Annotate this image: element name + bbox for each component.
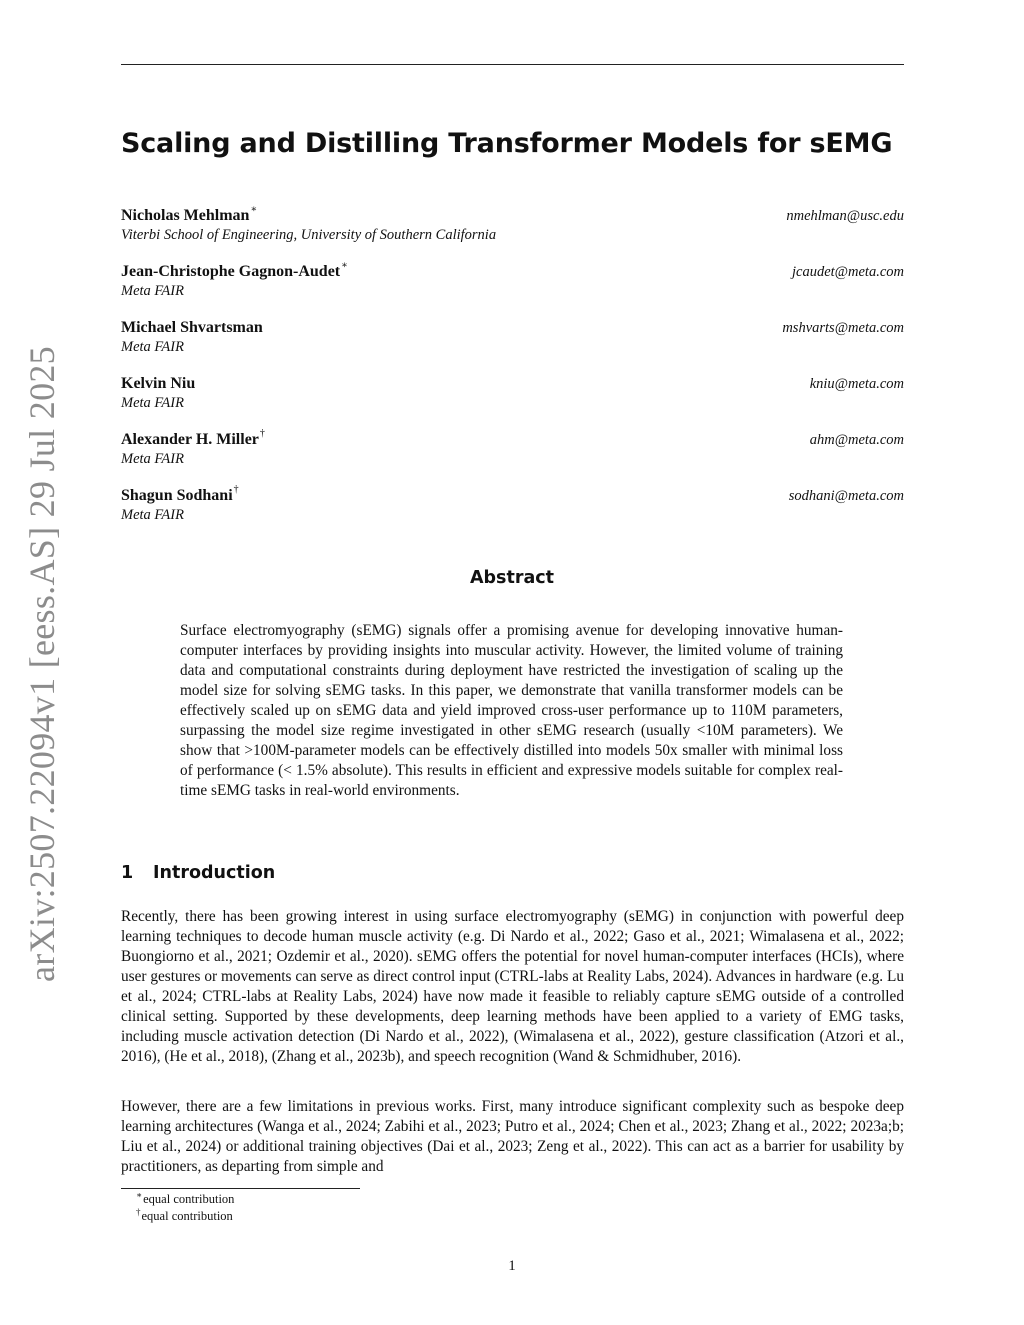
intro-paragraph: Recently, there has been growing interest in using surface electromyography (sEMG) in conjunction with powerful deep learning techniques to decode human muscle activity (e.g. Di Nardo et al., 2022; Gaso et al., 2021; Wimalasena et al., 2022; Buongiorno et al., 2021; Ozdemir et al., 2020). sEMG offers the potential for novel human-computer interfaces (HCIs), where user gestures or movements can serve as direct control input (CTRL-labs at Reality Labs, 2024). Advances in hardware (e.g. Lu et al., 2024; CTRL-labs at Reality Labs, 2024) have now made it feasible to reliably capture sEMG outside of a controlled clinical setting. Supported by these developments, deep learning methods have been applied to a variety of EMG tasks, including muscle activation detection (Di Nardo et al., 2022), (Wimalasena et al., 2022), gesture classification (Atzori et al., 2016), (He et al., 2018), (Zhang et al., 2023b), and speech recognition (Wand & Schmidhuber, 2016). [121, 908, 904, 1065]
section-heading [121, 863, 275, 883]
footnote [136, 1209, 233, 1224]
author-affiliation: Meta FAIR [121, 451, 184, 467]
author-affiliation: Viterbi School of Engineering, University of Southern California [121, 227, 497, 243]
author-block [121, 428, 904, 475]
page-number: 1 [508, 1258, 516, 1274]
author-block [121, 319, 904, 363]
abstract-text: Surface electromyography (sEMG) signals offer a promising avenue for developing innovative human-computer interfaces by providing insights into muscular activity. However, the limited volume of training data and computational constraints during deployment have restricted the investigation of scaling up the model size for solving sEMG tasks. In this paper, we demonstrate that vanilla transformer models can be effectively scaled up on sEMG data and yield improved cross-user performance up to 110M parameters, surpassing the model size regime investigated in other sEMG research (usually <10M parameters). We show that >100M-parameter models can be effectively distilled into models 50x smaller with minimal loss of performance (< 1.5% absolute). This results in efficient and expressive models suitable for complex real-time sEMG tasks in real-world environments. [180, 622, 843, 799]
author-email[interactable]: nmehlman@usc.edu [786, 208, 904, 224]
footnote-text: equal contribution [141, 1209, 233, 1223]
author-block [121, 260, 904, 307]
author-email[interactable]: sodhani@meta.com [788, 488, 904, 504]
author-email[interactable]: jcaudet@meta.com [792, 264, 904, 280]
author-affiliation: Meta FAIR [121, 395, 184, 411]
author-name: Nicholas Mehlman∗ [121, 204, 258, 224]
author-name: Jean-Christophe Gagnon-Audet∗ [121, 260, 348, 280]
arxiv-stamp: arXiv:2507.22094v1 [eess.AS] 29 Jul 2025 [22, 346, 62, 982]
author-footnote-mark: † [259, 428, 265, 439]
author-name: Alexander H. Miller† [121, 428, 265, 448]
author-email[interactable]: mshvarts@meta.com [782, 320, 904, 336]
author-email[interactable]: ahm@meta.com [809, 432, 904, 448]
author-name: Michael Shvartsman [121, 319, 263, 336]
author-name: Shagun Sodhani† [121, 484, 239, 504]
section-title: Introduction [153, 863, 276, 883]
author-email[interactable]: kniu@meta.com [809, 376, 904, 392]
author-block [121, 204, 904, 251]
title-rule [121, 64, 904, 65]
author-footnote-mark: † [233, 484, 239, 495]
author-block [121, 375, 904, 419]
footnote [136, 1192, 234, 1207]
author-affiliation: Meta FAIR [121, 339, 184, 355]
section-number: 1 [121, 863, 134, 883]
paper-title: Scaling and Distilling Transformer Models for sEMG [121, 128, 893, 159]
footnote-rule [121, 1188, 360, 1189]
author-block [121, 484, 904, 531]
author-affiliation: Meta FAIR [121, 507, 184, 523]
author-name: Kelvin Niu [121, 375, 196, 392]
intro-paragraph: However, there are a few limitations in previous works. First, many introduce significant complexity such as bespoke deep learning architectures (Wanga et al., 2024; Zabihi et al., 2023; Putro et al., 2024; Chen et al., 2023; Zhang et al., 2022; 2023a;b; Liu et al., 2024) or additional training objectives (Dai et al., 2023; Zeng et al., 2022). This can act as a barrier for usability by practitioners, as departing from simple and [121, 1098, 904, 1175]
footnote-text: equal contribution [143, 1192, 235, 1206]
abstract-heading: Abstract [469, 568, 555, 588]
author-footnote-mark: ∗ [250, 204, 258, 215]
author-footnote-mark: ∗ [341, 260, 348, 271]
footnote-mark: ∗ [136, 1190, 143, 1200]
author-affiliation: Meta FAIR [121, 283, 184, 299]
footnote-mark: † [136, 1207, 141, 1217]
